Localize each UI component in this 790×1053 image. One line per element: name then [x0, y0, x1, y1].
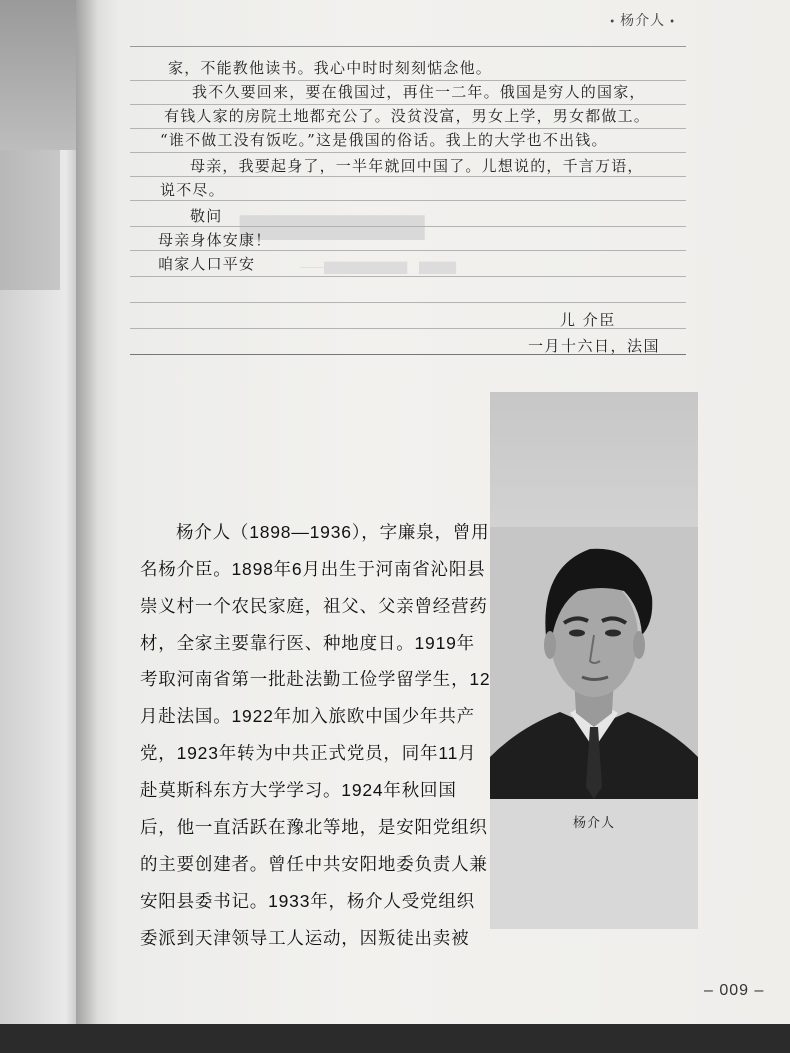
rule-line	[130, 250, 686, 251]
rule-line	[130, 226, 686, 227]
photo-caption: 杨介人	[572, 816, 615, 831]
bio-line: 安阳县委书记。1933年，杨介人受党组织	[140, 891, 475, 911]
left-page-edge	[0, 0, 82, 1053]
letter-line: 敬问	[190, 207, 223, 225]
letter-date: 一月十六日，法国	[528, 337, 661, 355]
rule-line	[130, 200, 686, 201]
letter-line: 咱家人口平安	[158, 255, 256, 273]
rule-line	[130, 176, 686, 177]
letter-signature: 儿 介臣	[560, 311, 616, 329]
letter-line: 有钱人家的房院土地都充公了。没贫没富，男女上学，男女都做工。	[164, 107, 651, 125]
portrait-photo	[490, 527, 698, 799]
letter-line: 母亲，我要起身了，一半年就回中国了。儿想说的，千言万语，	[190, 157, 644, 175]
bio-line: 党，1923年转为中共正式党员，同年11月	[140, 743, 477, 763]
letter-line: 我不久要回来，要在俄国过，再住一二年。俄国是穷人的国家，	[192, 83, 646, 101]
letter-line: 说不尽。	[160, 181, 225, 199]
photo-top-margin	[490, 392, 698, 527]
bio-line: 委派到天津领导工人运动，因叛徒出卖被	[140, 928, 470, 948]
bio-line: 杨介人（1898—1936），字廉泉，曾用	[176, 522, 490, 542]
letter-line: “谁不做工没有饭吃。”这是俄国的俗话。我上的大学也不出钱。	[160, 131, 608, 149]
bio-line: 后，他一直活跃在豫北等地，是安阳党组织	[140, 817, 488, 837]
page-gutter-shadow	[76, 0, 98, 1030]
portrait-illustration	[490, 527, 698, 799]
bio-line: 崇义村一个农民家庭，祖父、父亲曾经营药	[140, 596, 488, 616]
letter-line: 家，不能教他读书。我心中时时刻刻惦念他。	[168, 59, 493, 77]
bleed-through-line: ——▇▇▇▇▇▇▇▇▇ ▇▇▇▇	[300, 260, 456, 274]
rule-line	[130, 302, 686, 303]
header-title: 杨介人	[620, 13, 666, 29]
bio-line: 考取河南省第一批赴法勤工俭学留学生，12	[140, 669, 491, 689]
bio-line: 的主要创建者。曾任中共安阳地委负责人兼	[140, 854, 488, 874]
page-number: – 009 –	[704, 982, 765, 999]
rule-line	[130, 152, 686, 153]
portrait-photo-panel	[490, 392, 698, 929]
bio-line: 材，全家主要靠行医、种地度日。1919年	[140, 633, 475, 653]
book-bottom-edge	[0, 1024, 790, 1053]
rule-line	[130, 276, 686, 277]
left-page-band	[0, 0, 82, 150]
letter-line: 母亲身体安康！	[158, 231, 272, 249]
bio-line: 月赴法国。1922年加入旅欧中国少年共产	[140, 706, 475, 726]
left-page-shadow	[0, 150, 60, 290]
header-rule	[130, 46, 686, 47]
bio-line: 名杨介臣。1898年6月出生于河南省沁阳县	[140, 559, 486, 579]
running-header: • 杨介人 •	[609, 13, 676, 29]
bleed-through-heading: ▇▇▇▇▇▇▇▇▇▇	[240, 212, 425, 240]
bio-line: 赴莫斯科东方大学学习。1924年秋回国	[140, 780, 457, 800]
